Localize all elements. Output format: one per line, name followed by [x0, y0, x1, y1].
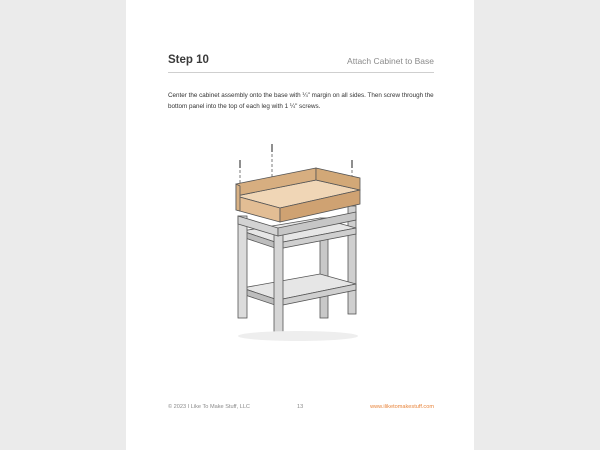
header-divider	[168, 72, 434, 73]
instruction-page	[126, 0, 474, 450]
screw-markers	[240, 144, 352, 168]
footer-copyright: © 2023 I Like To Make Stuff, LLC	[168, 404, 250, 410]
floor-shadow	[238, 331, 358, 341]
footer-website-link[interactable]: www.iliketomakestuff.com	[370, 404, 434, 410]
base-frame	[238, 206, 356, 338]
cabinet-box	[236, 168, 360, 222]
instructions-text: Center the cabinet assembly onto the base with ¼" margin on all sides. Then screw through the bottom panel into the top of each leg with 1 ¼" screws.	[168, 92, 434, 110]
step-title: Step 10	[168, 54, 209, 66]
cabinet-assembly-illustration	[220, 136, 380, 346]
page-number: 13	[297, 404, 304, 410]
section-title: Attach Cabinet to Base	[347, 56, 434, 66]
